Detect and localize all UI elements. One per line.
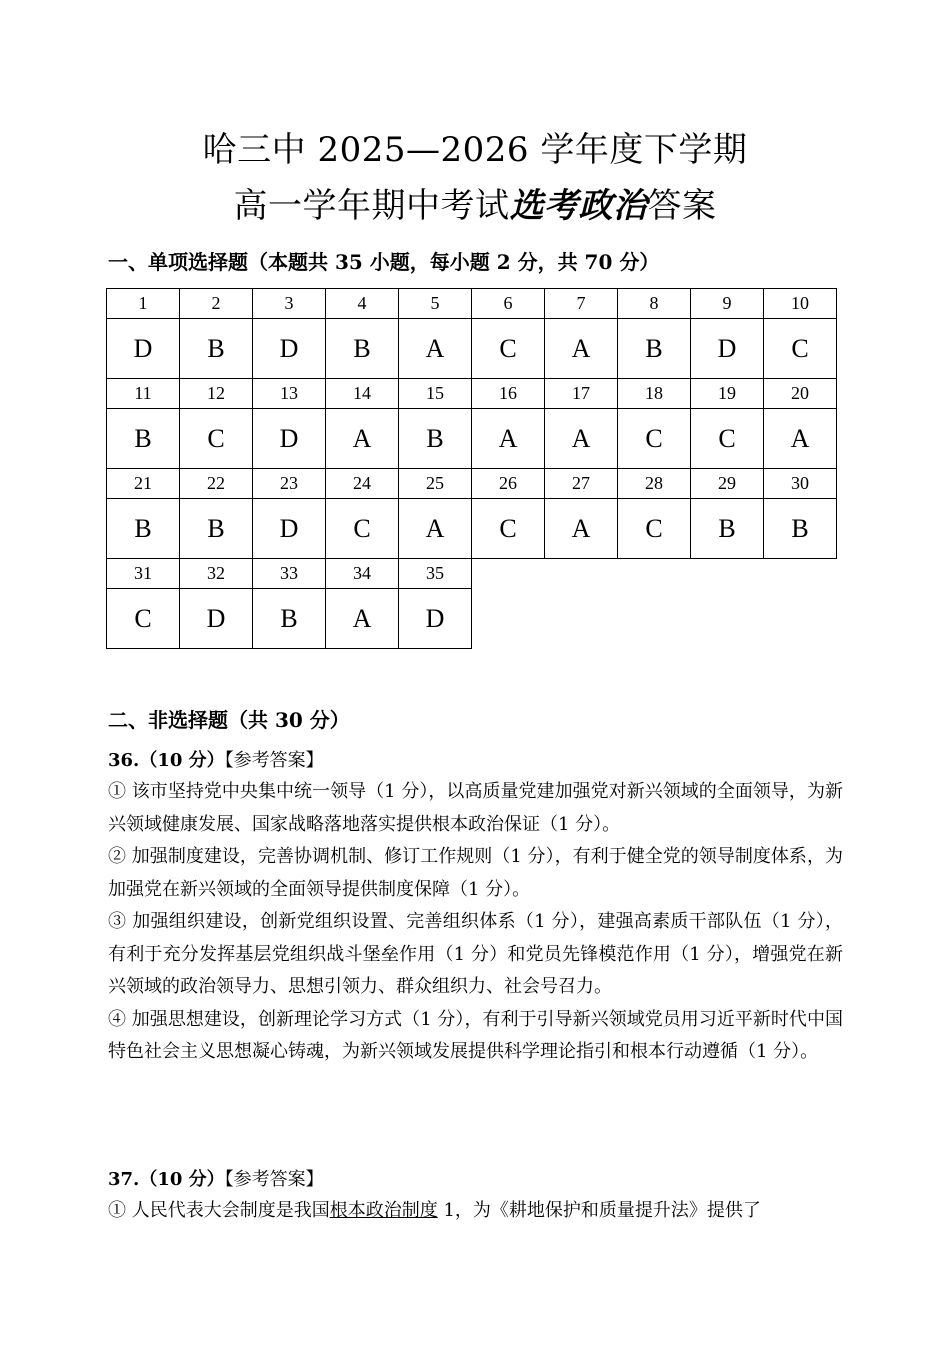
answer-cell: A [326,589,399,649]
answer-cell: A [764,409,837,469]
reference-answer-label: 【参考答案】 [224,1169,324,1190]
question-number-cell: 17 [545,379,618,409]
question-number-cell: 24 [326,469,399,499]
question-number-cell: 27 [545,469,618,499]
answer-cell: C [472,319,545,379]
question-36 [108,746,843,1069]
question-number-row [107,559,837,589]
answer-cell: C [691,409,764,469]
answer-cell: C [326,499,399,559]
section-heading-open: 二、非选择题（共 30 分） [108,708,350,732]
answer-point-2: ② 加强制度建设，完善协调机制、修订工作规则（1 分），有利于健全党的领导制度体系，为加强党在新兴领域的全面领导提供制度保障（1 分）。 [108,846,843,900]
question-number-cell: 3 [253,289,326,319]
empty-cell [545,559,618,589]
answer-cell: D [180,589,253,649]
question-number-cell: 31 [107,559,180,589]
answer-cell: D [253,499,326,559]
answer-cell: B [399,409,472,469]
answer-cell: C [180,409,253,469]
answer-cell: D [253,409,326,469]
title-line-2 [0,178,950,227]
answer-point-3: ③ 加强组织建设，创新党组织设置、完善组织体系（1 分），建强高素质干部队伍（1 分），有利于充分发挥基层党组织战斗堡垒作用（1 分）和党员先锋模范作用（1 分），增强党在新兴领域的政治领导力、思想引领力、群众组织力、社会号召力。 [108,911,843,997]
question-number-cell: 15 [399,379,472,409]
question-number-cell: 11 [107,379,180,409]
question-37 [108,1165,843,1228]
answer-point-4: ④ 加强思想建设，创新理论学习方式（1 分），有利于引导新兴领域党员用习近平新时代中国特色社会主义思想凝心铸魂，为新兴领域发展提供科学理论指引和根本行动遵循（1 分）。 [108,1008,843,1062]
answer-cell: D [253,319,326,379]
answer-cell: B [618,319,691,379]
question-number-cell: 8 [618,289,691,319]
question-number-cell: 10 [764,289,837,319]
answer-cell: D [691,319,764,379]
answer-cell: B [326,319,399,379]
empty-cell [691,589,764,649]
question-number-row [107,379,837,409]
answer-cell: D [107,319,180,379]
empty-cell [472,589,545,649]
question-number-cell: 28 [618,469,691,499]
reference-answer-label: 【参考答案】 [224,750,324,771]
answer-cell: C [618,499,691,559]
question-number-cell: 7 [545,289,618,319]
question-number-cell: 26 [472,469,545,499]
answer-cell: D [399,589,472,649]
question-number-cell: 20 [764,379,837,409]
question-36-head: 36.（10 分）【参考答案】 [108,750,324,771]
question-number-cell: 29 [691,469,764,499]
answer-cell: A [399,499,472,559]
answer-table [106,288,837,649]
answer-row [107,499,837,559]
answer-cell: C [107,589,180,649]
question-number-row [107,469,837,499]
question-number-cell: 22 [180,469,253,499]
question-number-cell: 25 [399,469,472,499]
answer-cell: C [764,319,837,379]
empty-cell [764,589,837,649]
answer-cell: A [545,319,618,379]
question-number-cell: 1 [107,289,180,319]
answer-cell: B [180,499,253,559]
question-number-cell: 4 [326,289,399,319]
question-number-cell: 5 [399,289,472,319]
answer-cell: B [764,499,837,559]
title-line-2-post: 答案 [647,186,717,226]
section-heading-choice: 一、单项选择题（本题共 35 小题，每小题 2 分，共 70 分） [108,250,660,274]
question-number-cell: 19 [691,379,764,409]
title-line-1: 哈三中 2025—2026 学年度下学期 [202,130,748,170]
empty-cell [691,559,764,589]
answer-point-1: ① 人民代表大会制度是我国根本政治制度 1，为《耕地保护和质量提升法》提供了 [108,1200,761,1221]
question-number-cell: 6 [472,289,545,319]
title-line-2-highlight: 选考政治 [509,186,648,226]
question-37-head: 37.（10 分）【参考答案】 [108,1169,324,1190]
answer-cell: B [253,589,326,649]
question-number-cell: 32 [180,559,253,589]
question-number-cell: 13 [253,379,326,409]
question-number-cell: 35 [399,559,472,589]
answer-point-1: ① 该市坚持党中央集中统一领导（1 分），以高质量党建加强党对新兴领域的全面领导，为新兴领域健康发展、国家战略落地落实提供根本政治保证（1 分）。 [108,781,843,835]
question-number-cell: 9 [691,289,764,319]
answer-cell: A [545,499,618,559]
empty-cell [618,589,691,649]
answer-cell: C [472,499,545,559]
question-number-cell: 18 [618,379,691,409]
underlined-term: 根本政治制度 [329,1200,438,1221]
question-number-cell: 23 [253,469,326,499]
question-number-cell: 14 [326,379,399,409]
question-number-cell: 34 [326,559,399,589]
question-number-row [107,289,837,319]
question-number-cell: 21 [107,469,180,499]
answer-cell: B [107,499,180,559]
empty-cell [545,589,618,649]
empty-cell [618,559,691,589]
answer-cell: C [618,409,691,469]
question-number-cell: 16 [472,379,545,409]
answer-cell: A [399,319,472,379]
question-number-cell: 30 [764,469,837,499]
answer-cell: A [326,409,399,469]
answer-cell: B [180,319,253,379]
answer-row [107,589,837,649]
question-number-cell: 12 [180,379,253,409]
answer-cell: B [107,409,180,469]
question-number-cell: 33 [253,559,326,589]
answer-cell: B [691,499,764,559]
empty-cell [764,559,837,589]
empty-cell [472,559,545,589]
question-number-cell: 2 [180,289,253,319]
answer-cell: A [472,409,545,469]
answer-row [107,409,837,469]
answer-row [107,319,837,379]
title-line-2-pre: 高一学年期中考试 [233,186,510,226]
answer-cell: A [545,409,618,469]
